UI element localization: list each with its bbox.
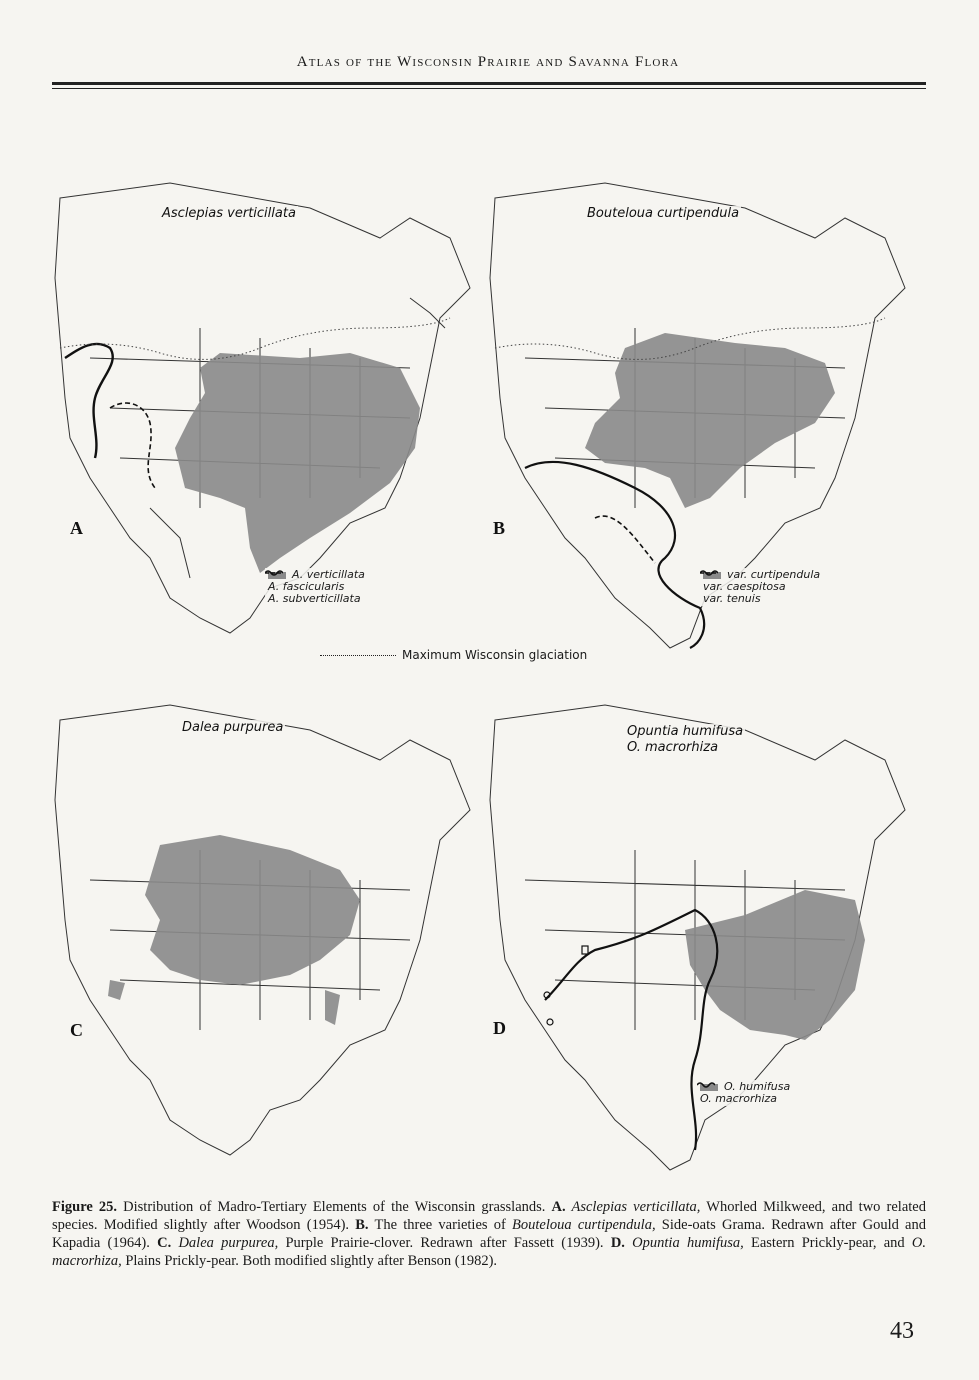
map-d-species-title-2: O. macrorhiza bbox=[627, 740, 719, 755]
map-c-species-title: Dalea purpurea bbox=[182, 720, 284, 735]
caption-text: Eastern Prickly-pear, and bbox=[743, 1235, 912, 1251]
legend-row bbox=[268, 593, 365, 605]
legend-label: A. subverticillata bbox=[268, 592, 361, 605]
legend-row bbox=[700, 1093, 790, 1105]
running-header: Atlas of the Wisconsin Prairie and Savanna Flora bbox=[296, 54, 680, 70]
caption-letter-a: A. bbox=[551, 1199, 566, 1215]
caption-letter-b: B. bbox=[355, 1217, 369, 1233]
legend-label: O. humifusa bbox=[724, 1080, 791, 1093]
map-b-species-title: Bouteloua curtipendula bbox=[587, 206, 740, 221]
dotted-line-swatch bbox=[320, 655, 396, 656]
dashed-line-swatch bbox=[265, 568, 283, 578]
legend-label: A. verticillata bbox=[292, 568, 365, 581]
caption-text: The three varieties of bbox=[368, 1217, 513, 1233]
dashed-line-swatch bbox=[700, 568, 718, 578]
map-c-outline bbox=[50, 700, 485, 1170]
map-d-species-title-1: Opuntia humifusa bbox=[627, 724, 744, 739]
map-c-letter: C bbox=[70, 1020, 83, 1040]
legend-row bbox=[703, 593, 820, 605]
legend-label: var. tenuis bbox=[703, 592, 761, 605]
caption-species-d: Opuntia humifusa, bbox=[624, 1235, 744, 1251]
caption-text: Side-oats Grama. Redrawn after Gould and Kapadia (1964). bbox=[52, 1217, 926, 1251]
map-d-legend bbox=[697, 1080, 793, 1106]
map-b-letter: B bbox=[493, 518, 506, 538]
caption-letter-d: D. bbox=[610, 1235, 625, 1251]
caption-text: Distribution of Madro-Tertiary Elements of the Wisconsin grasslands. bbox=[117, 1199, 552, 1215]
glaciation-legend bbox=[320, 648, 587, 662]
legend-label: var. curtipendula bbox=[727, 568, 821, 581]
legend-label: A. fascicularis bbox=[268, 580, 345, 593]
caption-species-b: Bouteloua curtipendula, bbox=[512, 1217, 656, 1233]
map-c-dalea bbox=[50, 700, 485, 1170]
caption-text: Purple Prairie-clover. Redrawn after Fassett (1939). bbox=[278, 1235, 611, 1251]
caption-species-a: Asclepias verticillata, bbox=[565, 1199, 701, 1215]
legend-label: O. macrorhiza bbox=[700, 1092, 778, 1105]
wavy-line-swatch bbox=[697, 1080, 715, 1090]
caption-species-d2: O. macrorhiza, bbox=[52, 1235, 926, 1269]
caption-letter-c: C. bbox=[157, 1235, 172, 1251]
figure-caption bbox=[52, 1198, 926, 1270]
map-a-letter: A bbox=[70, 518, 83, 538]
caption-text: Plains Prickly-pear. Both modified slightly after Benson (1982). bbox=[121, 1253, 498, 1269]
map-b-legend bbox=[700, 568, 823, 606]
header-rule-thick bbox=[52, 82, 926, 85]
map-d-letter: D bbox=[493, 1018, 506, 1038]
page-number: 43 bbox=[890, 1318, 914, 1344]
caption-text: Whorled Milkweed, and two related species. Modified slightly after Woodson (1954). bbox=[52, 1199, 926, 1233]
map-d-outline bbox=[485, 700, 925, 1180]
glaciation-label: Maximum Wisconsin glaciation bbox=[402, 648, 588, 662]
map-a-asclepias bbox=[50, 178, 485, 648]
header-rule-thin bbox=[52, 88, 926, 89]
map-d-opuntia bbox=[485, 700, 925, 1180]
map-a-species-title: Asclepias verticillata bbox=[162, 206, 296, 221]
map-b-bouteloua bbox=[485, 178, 925, 658]
map-a-legend bbox=[265, 568, 368, 606]
legend-label: var. caespitosa bbox=[703, 580, 786, 593]
caption-species-c: Dalea purpurea, bbox=[171, 1235, 279, 1251]
figure-label: Figure 25. bbox=[52, 1199, 118, 1215]
